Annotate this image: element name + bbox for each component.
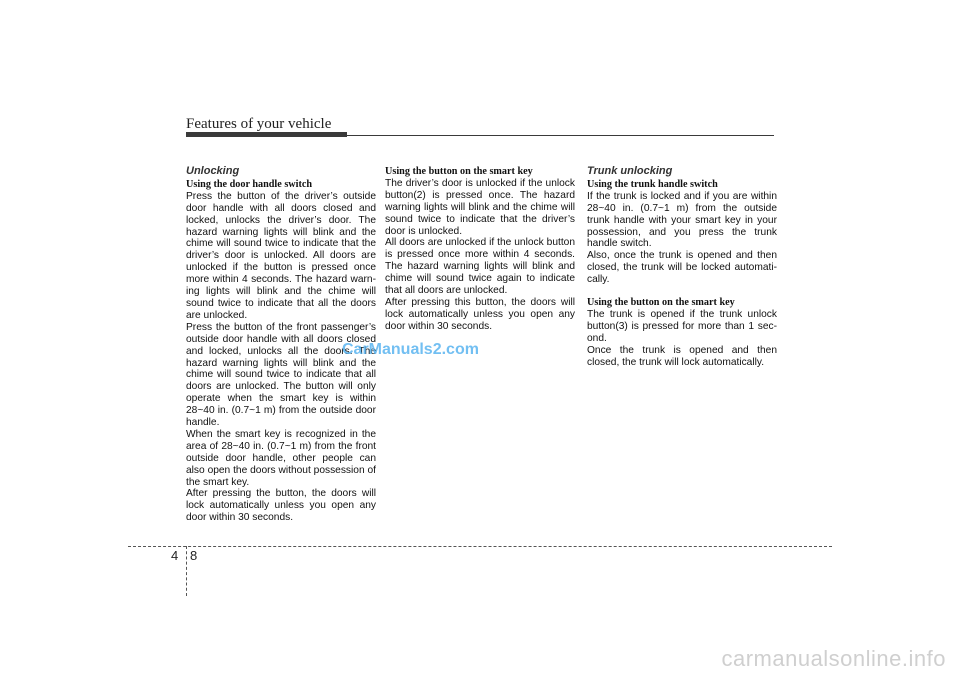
- paragraph: When the smart key is recognized in the area of 28~40 in. (0.7~1 m) from the front outside door handle, other people can also open the doors without possession of the smart key.: [186, 428, 376, 488]
- paragraph: Press the button of the front passenger’s outside door handle with all doors closed and locked, unlocks all the doors. The hazard warning lights will blink and the chime will sound twice to indicate that all doors are unlocked. The button will only operate when the smart key is within 28~40 in. (0.7~1 m) from the outside door handle.: [186, 321, 376, 429]
- header-accent-bar: [186, 132, 347, 137]
- section-number: 4: [171, 548, 179, 563]
- paragraph: All doors are unlocked if the unlock button is pressed once more within 4 seconds. The hazard warning lights will blink and chime will sound twice again to indicate that all doors are unlocked.: [385, 237, 575, 297]
- paragraph: Also, once the trunk is opened and then closed, the trunk will be locked automatically.: [587, 250, 777, 286]
- paragraph: If the trunk is locked and if you are within 28~40 in. (0.7~1 m) from the outside trunk handle with your smart key in your possession, and you press the trunk handle switch.: [587, 190, 777, 250]
- subheading-smart-key-trunk-button: Using the button on the smart key: [587, 297, 735, 309]
- footer-dashed-divider: [186, 546, 187, 596]
- paragraph: The driver’s door is unlocked if the unlock button(2) is pressed once. The hazard warning lights will blink and the chime will sound twice to indicate that the driver’s door is unlocked.: [385, 177, 575, 237]
- subheading-door-handle-switch: Using the door handle switch: [186, 178, 313, 190]
- spacer: [587, 286, 777, 297]
- header-rule: [347, 135, 774, 136]
- section-heading-trunk-unlocking: Trunk unlocking: [587, 165, 673, 177]
- paragraph: Once the trunk is opened and then closed, the trunk will lock automatically.: [587, 344, 777, 368]
- paragraph: The trunk is opened if the trunk unlock button(3) is pressed for more than 1 second.: [587, 308, 777, 344]
- footer-site-watermark: carmanualsonline.info: [721, 646, 946, 671]
- paragraph: Press the button of the driver’s outside door handle with all doors closed and locked, unlocks the driver’s door. The hazard warning lights will blink and the chime will sound twice to indicate that the driver’s door is unlocked. All doors are unlocked if the button is pressed once more within 4 seconds. The hazard warning lights will blink and the chime will sound twice to indicate that all the doors are unlocked.: [186, 190, 376, 321]
- column-trunk-unlocking: [587, 166, 777, 369]
- subheading-trunk-handle-switch: Using the trunk handle switch: [587, 178, 718, 190]
- watermark-logo: CarManuals2.com: [342, 341, 479, 358]
- page-number: 8: [190, 548, 198, 563]
- subheading-smart-key-button: Using the button on the smart key: [385, 166, 533, 177]
- column-smart-key-unlock: [385, 166, 575, 333]
- paragraph: After pressing the button, the doors will lock automatically unless you open any door within 30 seconds.: [186, 488, 376, 524]
- section-heading-unlocking: Unlocking: [186, 165, 240, 177]
- page-header-title: Features of your vehicle: [186, 116, 332, 132]
- footer-dashed-rule: [128, 546, 832, 547]
- paragraph: After pressing this button, the doors will lock automatically unless you open any door within 30 seconds.: [385, 296, 575, 332]
